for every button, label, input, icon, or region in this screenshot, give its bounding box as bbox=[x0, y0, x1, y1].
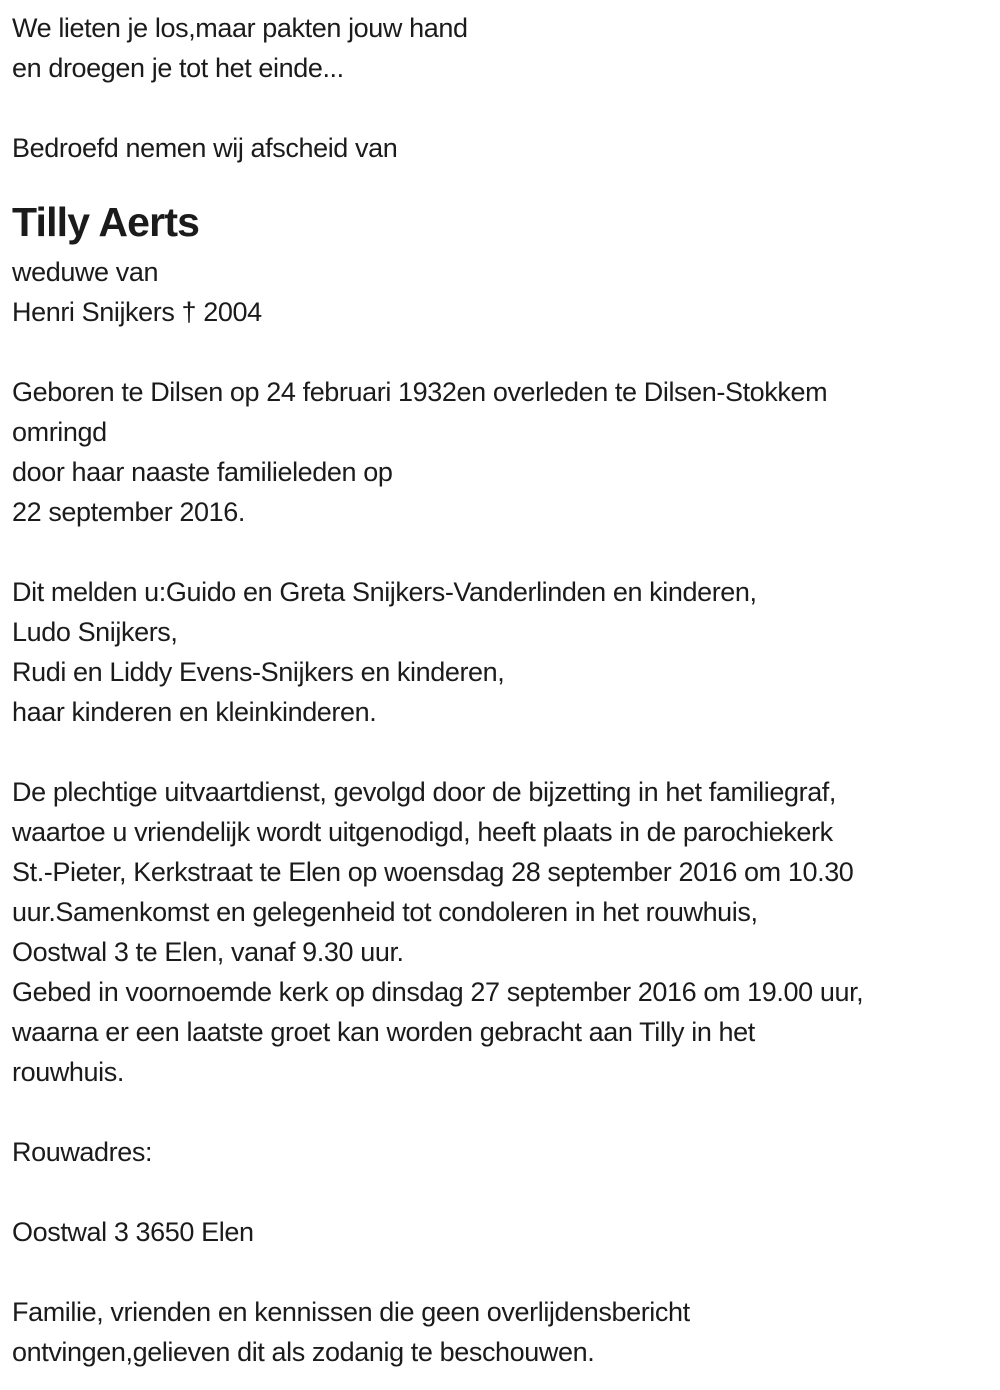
text-line: Geboren te Dilsen op 24 februari 1932en overleden te Dilsen-Stokkem bbox=[12, 377, 828, 407]
text-line: De plechtige uitvaartdienst, gevolgd door de bijzetting in het familiegraf, bbox=[12, 777, 837, 807]
text-line: weduwe van bbox=[12, 257, 159, 287]
text-line: Dit melden u:Guido en Greta Snijkers-Vanderlinden en kinderen, bbox=[12, 577, 757, 607]
text-line: waartoe u vriendelijk wordt uitgenodigd, heeft plaats in de parochiekerk bbox=[12, 817, 833, 847]
paragraph-spacer bbox=[12, 1172, 1000, 1212]
text-line: Bedroefd nemen wij afscheid van bbox=[12, 133, 398, 163]
text-line: waarna er een laatste groet kan worden gebracht aan Tilly in het bbox=[12, 1017, 755, 1047]
paragraph-spacer bbox=[12, 1252, 1000, 1292]
text-line: omringd bbox=[12, 417, 107, 447]
deceased-name-heading: Tilly Aerts bbox=[12, 199, 200, 245]
paragraph-spacer bbox=[12, 732, 1000, 772]
text-line: 22 september 2016. bbox=[12, 497, 245, 527]
paragraph-spacer bbox=[12, 332, 1000, 372]
text-line: St.-Pieter, Kerkstraat te Elen op woensdag 28 september 2016 om 10.30 bbox=[12, 857, 854, 887]
text-line: rouwhuis. bbox=[12, 1057, 124, 1087]
text-line: Familie, vrienden en kennissen die geen overlijdensbericht bbox=[12, 1297, 690, 1327]
text-line: uur.Samenkomst en gelegenheid tot condoleren in het rouwhuis, bbox=[12, 897, 758, 927]
text-line: We lieten je los,maar pakten jouw hand bbox=[12, 13, 468, 43]
text-line: Ludo Snijkers, bbox=[12, 617, 178, 647]
text-line: Gebed in voornoemde kerk op dinsdag 27 september 2016 om 19.00 uur, bbox=[12, 977, 864, 1007]
paragraph-spacer bbox=[12, 532, 1000, 572]
text-line: Rouwadres: bbox=[12, 1137, 153, 1167]
text-line: Oostwal 3 3650 Elen bbox=[12, 1217, 254, 1247]
text-line: door haar naaste familieleden op bbox=[12, 457, 393, 487]
text-line: Oostwal 3 te Elen, vanaf 9.30 uur. bbox=[12, 937, 404, 967]
text-line: haar kinderen en kleinkinderen. bbox=[12, 697, 377, 727]
paragraph-spacer bbox=[12, 1092, 1000, 1132]
text-line: Henri Snijkers † 2004 bbox=[12, 297, 262, 327]
text-line: Rudi en Liddy Evens-Snijkers en kinderen, bbox=[12, 657, 505, 687]
text-line: en droegen je tot het einde... bbox=[12, 53, 344, 83]
paragraph-spacer bbox=[12, 88, 1000, 128]
text-line: ontvingen,gelieven dit als zodanig te beschouwen. bbox=[12, 1337, 595, 1367]
